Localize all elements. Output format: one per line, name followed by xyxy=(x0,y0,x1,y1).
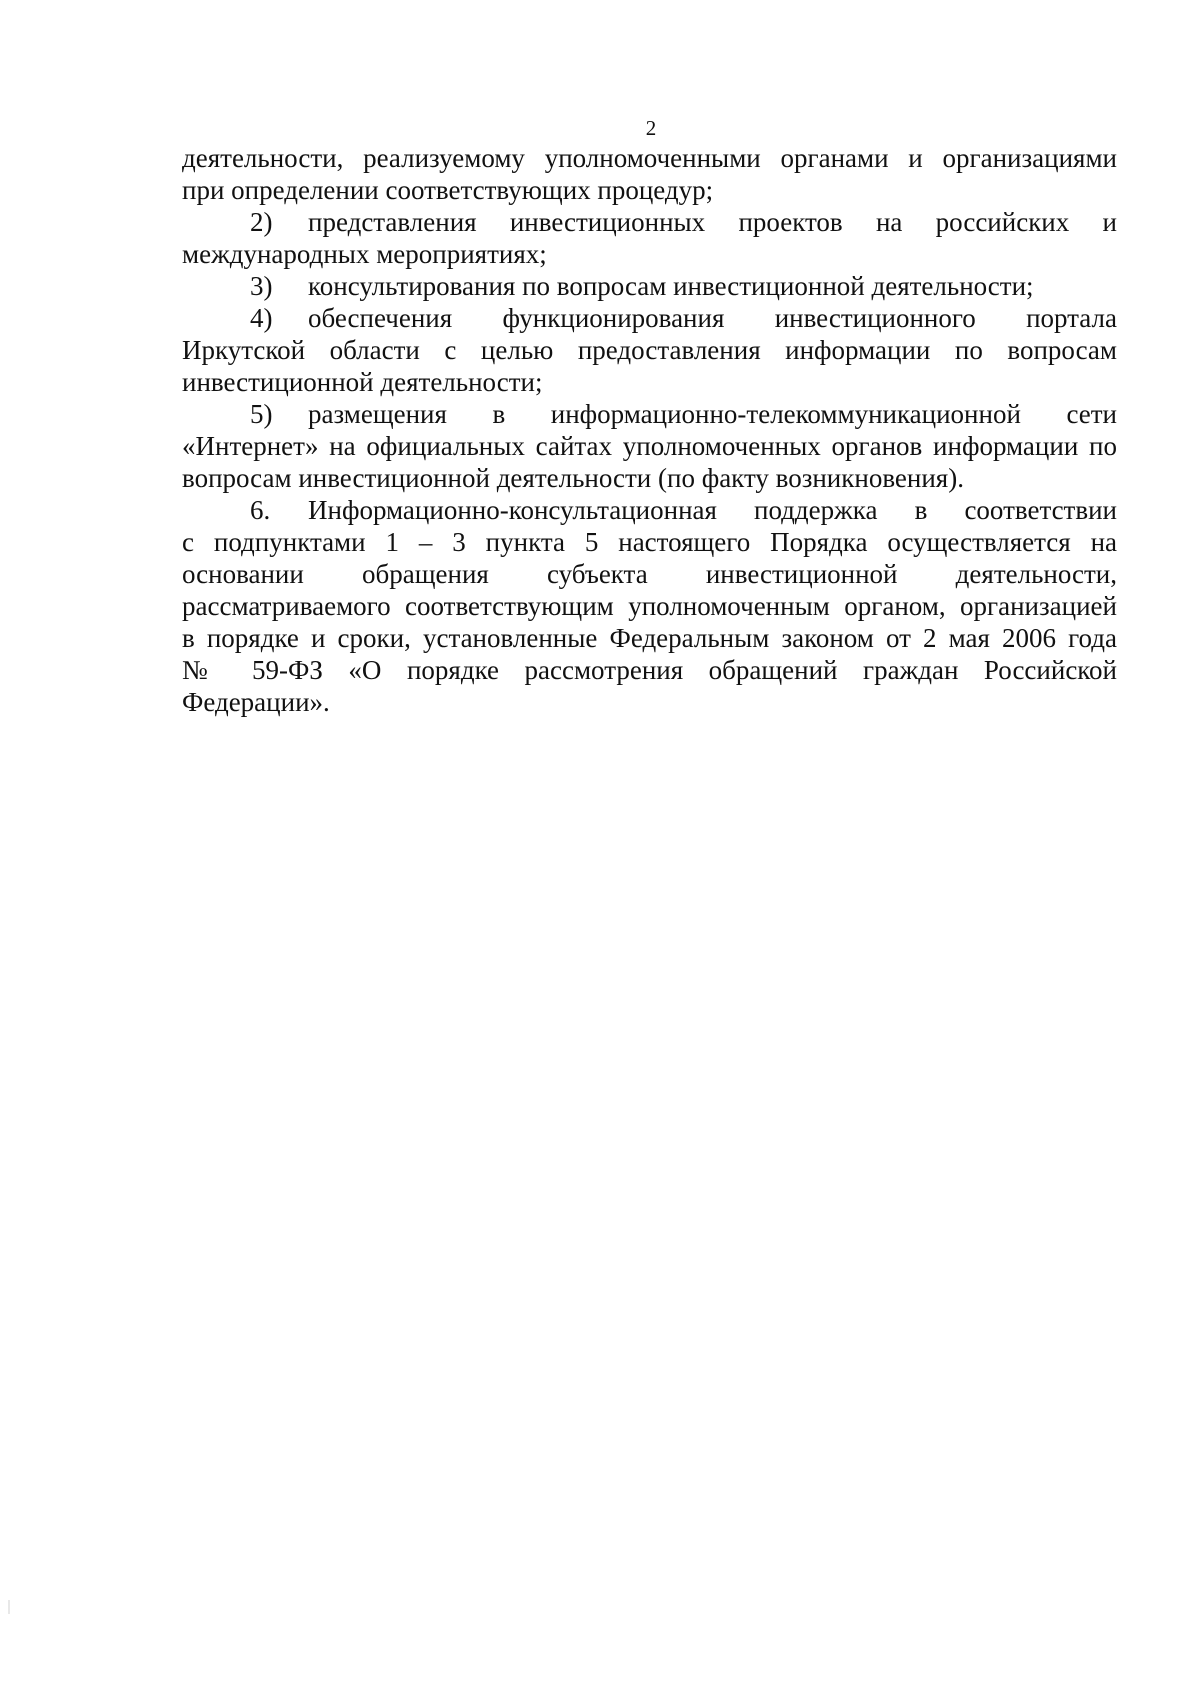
list-item-first-line xyxy=(182,398,1117,430)
text-line: Иркутской области с целью предоставления информации по вопросам xyxy=(182,335,1117,365)
text-line: № 59-ФЗ «О порядке рассмотрения обращений граждан Российской xyxy=(182,655,1117,685)
paragraph-number: 6. xyxy=(250,495,271,525)
text-line: Информационно-консультационная поддержка в соответствии xyxy=(308,495,1117,525)
text-line: в порядке и сроки, установленные Федеральным законом от 2 мая 2006 года xyxy=(182,623,1117,653)
list-item-3 xyxy=(182,270,1117,302)
text-line: консультирования по вопросам инвестиционной деятельности; xyxy=(308,271,1034,301)
text-line: деятельности, реализуемому уполномоченными органами и организациями xyxy=(182,143,1117,173)
document-body xyxy=(182,142,1117,718)
paragraph-continuation xyxy=(182,142,1117,206)
list-item-number: 2) xyxy=(250,207,273,237)
text-line: международных мероприятиях; xyxy=(182,239,547,269)
text-line: с подпунктами 1 – 3 пункта 5 настоящего Порядка осуществляется на xyxy=(182,527,1117,557)
text-line: рассматриваемого соответствующим уполномоченным органом, организацией xyxy=(182,591,1117,621)
list-item-4 xyxy=(182,302,1117,398)
text-line: представления инвестиционных проектов на российских и xyxy=(308,207,1117,237)
text-line: инвестиционной деятельности; xyxy=(182,367,543,397)
list-item-number: 4) xyxy=(250,303,273,333)
list-item-number: 5) xyxy=(250,399,273,429)
paragraph-6 xyxy=(182,494,1117,718)
text-line: размещения в информационно-телекоммуникационной сети xyxy=(308,399,1117,429)
page-number: 2 xyxy=(645,116,657,140)
paragraph-first-line xyxy=(182,494,1117,526)
list-item-number: 3) xyxy=(250,271,273,301)
list-item-2 xyxy=(182,206,1117,270)
text-line: при определении соответствующих процедур; xyxy=(182,175,714,205)
scan-artifact xyxy=(8,1600,10,1614)
list-item-first-line xyxy=(182,270,1117,302)
list-item-first-line xyxy=(182,302,1117,334)
text-line: Федерации». xyxy=(182,687,330,717)
text-line: «Интернет» на официальных сайтах уполномоченных органов информации по xyxy=(182,431,1117,461)
text-line: основании обращения субъекта инвестиционной деятельности, xyxy=(182,559,1117,589)
list-item-5 xyxy=(182,398,1117,494)
text-line: вопросам инвестиционной деятельности (по факту возникновения). xyxy=(182,463,964,493)
text-line: обеспечения функционирования инвестиционного портала xyxy=(308,303,1117,333)
list-item-first-line xyxy=(182,206,1117,238)
